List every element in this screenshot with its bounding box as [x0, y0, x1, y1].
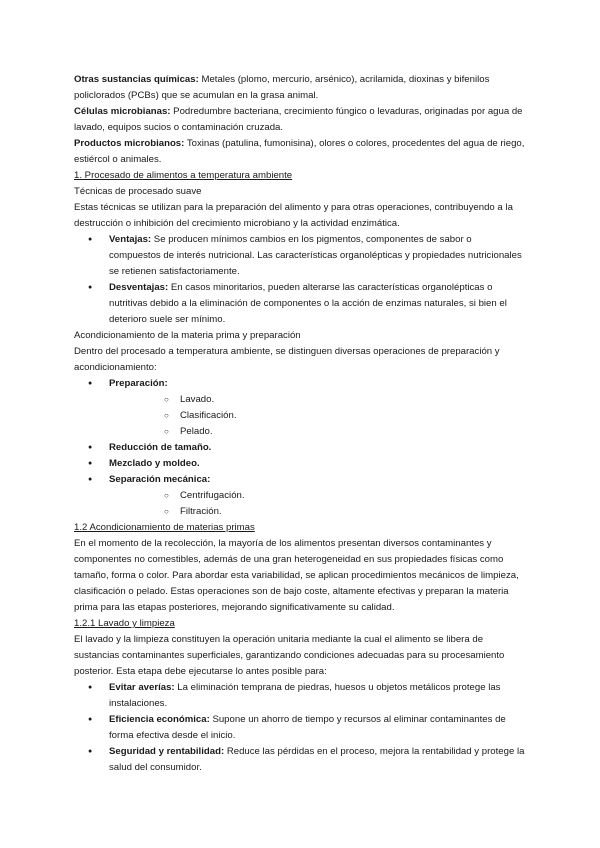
sublist-item: ○ Centrifugación. — [109, 488, 526, 504]
ventajas-desventajas-list — [74, 232, 526, 328]
ventajas-text: Se producen mínimos cambios en los pigmentos, componentes de sabor o compuestos de interés nutricional. Las características organolépticas y propiedades nutricionales se retienen satisfactoriamente. — [109, 234, 522, 277]
reduccion-label: Reducción de tamaño. — [109, 442, 212, 453]
section-1-heading: 1. Procesado de alimentos a temperatura ambiente — [74, 170, 293, 181]
evitar-averias-label: Evitar averías: — [109, 682, 175, 693]
sublist-item: ○ Pelado. — [109, 424, 526, 440]
sublist-item: ○ Filtración. — [109, 504, 526, 520]
list-item — [74, 680, 526, 712]
productos-microbianos-label: Productos microbianos: — [74, 138, 185, 149]
celulas-microbianas-label: Células microbianas: — [74, 106, 171, 117]
otras-sustancias-paragraph — [74, 72, 526, 104]
celulas-microbianas-paragraph — [74, 104, 526, 136]
document-page — [74, 72, 526, 776]
procesado-suave-intro: Estas técnicas se utilizan para la preparación del alimento y para otras operaciones, contribuyendo a la destrucción o inhibición del crecimiento microbiano y la actividad enzimática. — [74, 202, 513, 229]
ventajas-label: Ventajas: — [109, 234, 152, 245]
desventajas-text: En casos minoritarios, pueden alterarse las características organolépticas o nutritivas debido a la eliminación de componentes o la acción de enzimas naturales, si bien el deterioro suele ser mínimo. — [109, 282, 507, 325]
preparacion-label: Preparación: — [109, 378, 168, 389]
acondicionamiento-intro: Dentro del procesado a temperatura ambiente, se distinguen diversas operaciones de preparación y acondicionamiento: — [74, 346, 500, 373]
procesado-suave-subheading: Técnicas de procesado suave — [74, 186, 202, 197]
celulas-microbianas-text: Podredumbre bacteriana, crecimiento fúngico o levaduras, originadas por agua de lavado, equipos sucios o contaminación cruzada. — [74, 106, 523, 133]
sublist-item: ○ Clasificación. — [109, 408, 526, 424]
section-1-2-1-heading: 1.2.1 Lavado y limpieza — [74, 618, 175, 629]
list-item — [74, 376, 526, 440]
seguridad-text: Reduce las pérdidas en el proceso, mejora la rentabilidad y protege la salud del consumidor. — [109, 746, 525, 773]
list-item — [74, 456, 526, 472]
productos-microbianos-text: Toxinas (patulina, fumonisina), olores o colores, procedentes del agua de riego, estiércol o animales. — [74, 138, 525, 165]
eficiencia-text: Supone un ahorro de tiempo y recursos al eliminar contaminantes de forma efectiva desde el inicio. — [109, 714, 506, 741]
desventajas-label: Desventajas: — [109, 282, 169, 293]
list-item — [74, 280, 526, 328]
mezclado-label: Mezclado y moldeo. — [109, 458, 200, 469]
otras-sustancias-label: Otras sustancias químicas: — [74, 74, 199, 85]
productos-microbianos-paragraph — [74, 136, 526, 168]
list-item — [74, 232, 526, 280]
lavado-beneficios-list — [74, 680, 526, 776]
section-1-2-1-text: El lavado y la limpieza constituyen la operación unitaria mediante la cual el alimento se libera de sustancias contaminantes superficiales, garantizando condiciones adecuadas para su procesamiento posterior. Esta etapa debe ejecutarse lo antes posible para: — [74, 634, 505, 677]
list-item — [74, 712, 526, 744]
separacion-label: Separación mecánica: — [109, 474, 211, 485]
seguridad-label: Seguridad y rentabilidad: — [109, 746, 225, 757]
operaciones-list — [74, 376, 526, 520]
otras-sustancias-text: Metales (plomo, mercurio, arsénico), acrilamida, dioxinas y bifenilos policlorados (PCBs) que se acumulan en la grasa animal. — [74, 74, 490, 101]
section-1-2-text: En el momento de la recolección, la mayoría de los alimentos presentan diversos contaminantes y componentes no comestibles, además de una gran heterogeneidad en sus propiedades físicas como tamaño, forma o color. Para abordar esta variabilidad, se aplican procedimientos mecánicos de limpieza, clasificación o pelado. Estas operaciones son de bajo coste, altamente efectivas y preparan la materia prima para las etapas posteriores, mejorando significativamente su calidad. — [74, 538, 519, 613]
sublist-item: ○ Lavado. — [109, 392, 526, 408]
eficiencia-label: Eficiencia económica: — [109, 714, 210, 725]
preparacion-sublist — [109, 392, 526, 440]
list-item — [74, 744, 526, 776]
acondicionamiento-heading: Acondicionamiento de la materia prima y preparación — [74, 330, 301, 341]
section-1-2-heading: 1.2 Acondicionamiento de materias primas — [74, 522, 255, 533]
list-item — [74, 440, 526, 456]
evitar-averias-text: La eliminación temprana de piedras, huesos u objetos metálicos protege las instalaciones. — [109, 682, 501, 709]
list-item — [74, 472, 526, 520]
separacion-sublist — [109, 488, 526, 520]
